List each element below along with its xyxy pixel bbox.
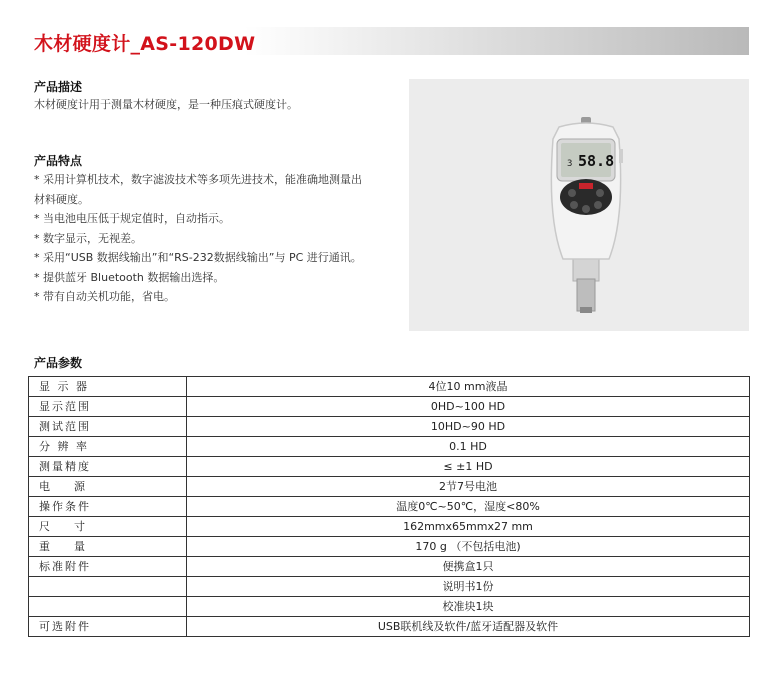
spec-label: 尺 寸 <box>29 517 187 537</box>
spec-label: 显示范围 <box>29 397 187 417</box>
table-row <box>29 397 750 417</box>
spec-label: 分 辨 率 <box>29 437 187 457</box>
spec-label: 标准附件 <box>29 557 187 577</box>
spec-value: 说明书1份 <box>187 577 750 597</box>
spec-label <box>29 597 187 617</box>
spec-label: 重 量 <box>29 537 187 557</box>
spec-value: 2节7号电池 <box>187 477 750 497</box>
specs-heading: 产品参数 <box>34 356 83 370</box>
features-list <box>34 170 394 307</box>
spec-value: 0HD~100 HD <box>187 397 750 417</box>
spec-value: USB联机线及软件/蓝牙适配器及软件 <box>187 617 750 637</box>
spec-value: ≤ ±1 HD <box>187 457 750 477</box>
table-row <box>29 417 750 437</box>
spec-value: 4位10 mm液晶 <box>187 377 750 397</box>
feature-item: * 采用计算机技术，数字滤波技术等多项先进技术，能准确地测量出材料硬度。 <box>34 173 362 206</box>
table-row <box>29 537 750 557</box>
spec-label: 显 示 器 <box>29 377 187 397</box>
display-digit: 3 <box>567 159 573 169</box>
spec-value: 0.1 HD <box>187 437 750 457</box>
spec-label: 电 源 <box>29 477 187 497</box>
spec-label: 测量精度 <box>29 457 187 477</box>
spec-value: 便携盒1只 <box>187 557 750 577</box>
feature-item: * 采用“USB 数据线输出”和“RS-232数据线输出”与 PC 进行通讯。 <box>34 251 362 264</box>
page-title: 木材硬度计_AS-120DW <box>34 33 256 55</box>
table-row <box>29 497 750 517</box>
hardness-tester-image <box>409 79 749 331</box>
table-row <box>29 377 750 397</box>
spec-label: 操作条件 <box>29 497 187 517</box>
description-heading: 产品描述 <box>34 80 83 94</box>
feature-item: * 提供蓝牙 Bluetooth 数据输出选择。 <box>34 270 225 284</box>
feature-item: * 带有自动关机功能，省电。 <box>34 290 175 303</box>
product-photo <box>409 79 749 331</box>
spec-value: 10HD~90 HD <box>187 417 750 437</box>
table-row <box>29 477 750 497</box>
spec-value: 校准块1块 <box>187 597 750 617</box>
table-row <box>29 577 750 597</box>
description-text: 木材硬度计用于测量木材硬度，是一种压痕式硬度计。 <box>34 98 298 111</box>
table-row <box>29 597 750 617</box>
spec-value: 170 g （不包括电池) <box>187 537 750 557</box>
feature-item: * 数字显示，无视差。 <box>34 231 142 245</box>
table-row <box>29 517 750 537</box>
spec-value: 温度0℃~50℃，湿度<80% <box>187 497 750 517</box>
table-row <box>29 557 750 577</box>
table-row <box>29 617 750 637</box>
display-value: 58.8 <box>578 152 615 170</box>
feature-item: * 当电池电压低于规定值时，自动指示。 <box>34 212 230 225</box>
spec-value: 162mmx65mmx27 mm <box>187 517 750 537</box>
spec-label <box>29 577 187 597</box>
features-heading: 产品特点 <box>34 154 83 168</box>
spec-table <box>28 376 750 637</box>
table-row <box>29 457 750 477</box>
spec-label: 可选附件 <box>29 617 187 637</box>
spec-label: 测试范围 <box>29 417 187 437</box>
table-row <box>29 437 750 457</box>
